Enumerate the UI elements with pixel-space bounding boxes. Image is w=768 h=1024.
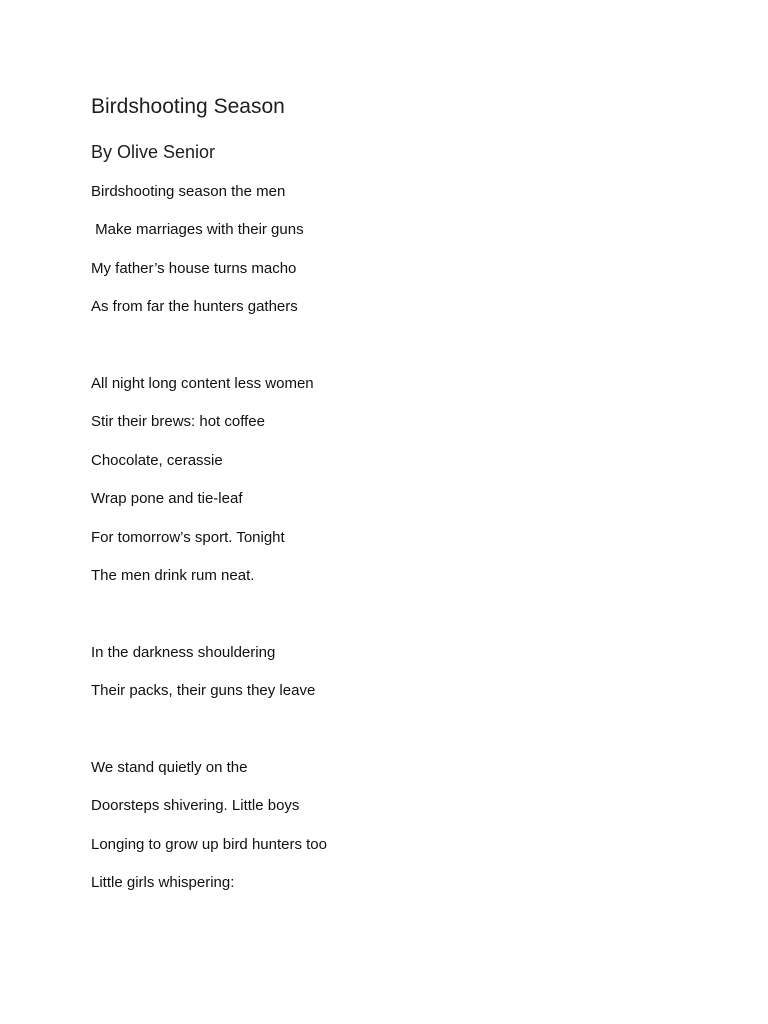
poem-body [91,181,691,910]
poem-line: My father’s house turns macho [91,259,297,277]
poem-line: Their packs, their guns they leave [91,682,316,700]
poem-line: Stir their brews: hot coffee [91,413,265,431]
poem-line: Longing to grow up bird hunters too [91,835,327,853]
poem-line: Birdshooting season the men [91,183,286,200]
poem-line: The men drink rum neat. [91,566,255,584]
poem-line: For tomorrow’s sport. Tonight [91,528,285,546]
poem-line: We stand quietly on the [91,758,248,776]
poem-line: Chocolate, cerassie [91,451,223,469]
poem-title: Birdshooting Season [91,95,285,118]
poem-line: Little girls whispering: [91,874,235,892]
poem-line: Wrap pone and tie-leaf [91,490,243,508]
poem-line: Make marriages with their guns [91,221,304,239]
poem-author: By Olive Senior [91,142,216,162]
poem-line: Doorsteps shivering. Little boys [91,797,300,815]
poem-blank-line [91,335,691,373]
poem-blank-line [91,718,691,756]
poem-blank-line [91,603,691,641]
poem-line: As from far the hunters gathers [91,298,298,316]
poem-line: In the darkness shouldering [91,643,276,661]
poem-line: All night long content less women [91,374,314,392]
